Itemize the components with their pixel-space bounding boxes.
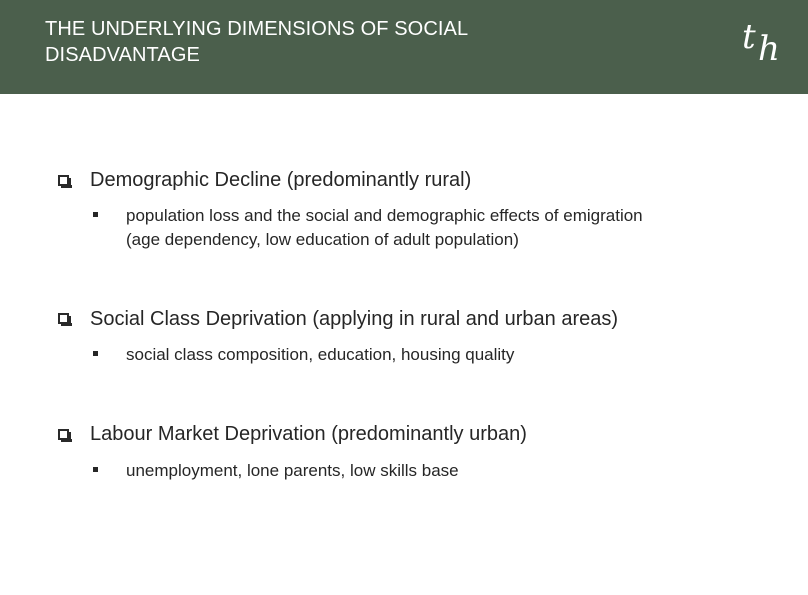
slide-title-line-1: THE UNDERLYING DIMENSIONS OF SOCIAL xyxy=(45,18,469,40)
bullet-detail: social class composition, education, housing quality xyxy=(126,345,515,364)
square-bullet-icon xyxy=(93,351,98,356)
bullet-detail-line-2: (age dependency, low education of adult population) xyxy=(126,230,519,249)
bullet-detail-line-1: population loss and the social and demographic effects of emigration xyxy=(126,206,643,225)
square-bullet-icon xyxy=(93,212,98,217)
header-bar xyxy=(0,0,808,94)
logo-letter-t: t xyxy=(742,17,756,57)
th-logo xyxy=(738,18,784,72)
bullet-detail: unemployment, lone parents, low skills base xyxy=(126,461,459,480)
logo-letter-h: h xyxy=(758,29,780,69)
bullet-detail xyxy=(126,204,766,252)
bullet-heading: Demographic Decline (predominantly rural) xyxy=(90,169,472,191)
bullet-heading: Labour Market Deprivation (predominantly urban) xyxy=(90,423,527,445)
checkbox-bullet-icon xyxy=(58,175,69,186)
checkbox-bullet-icon xyxy=(58,313,69,324)
slide-title-line-2: DISADVANTAGE xyxy=(45,44,200,66)
checkbox-bullet-icon xyxy=(58,429,69,440)
bullet-heading: Social Class Deprivation (applying in rural and urban areas) xyxy=(90,308,619,330)
slide-title xyxy=(45,16,645,68)
square-bullet-icon xyxy=(93,467,98,472)
